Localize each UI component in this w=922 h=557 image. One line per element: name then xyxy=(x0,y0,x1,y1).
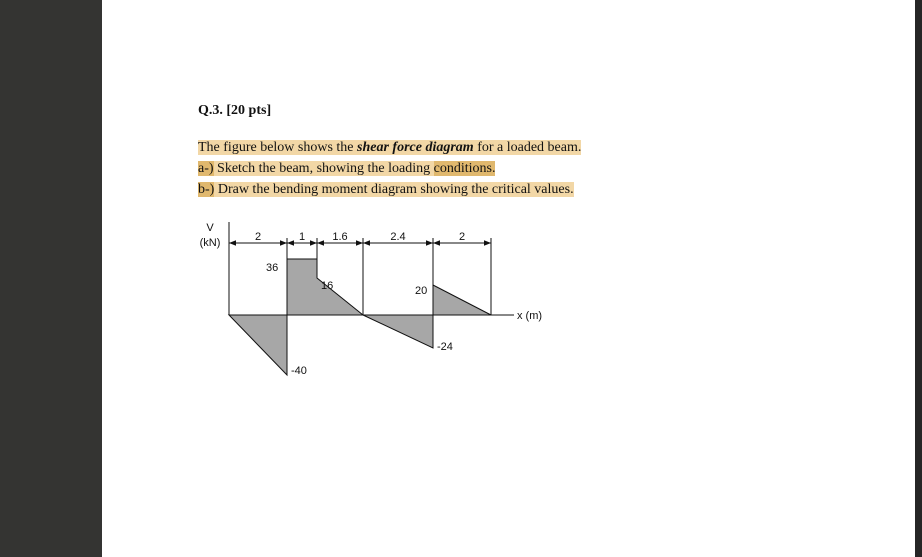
value-label-minus24: -24 xyxy=(437,341,453,353)
dim-label-1: 2 xyxy=(254,231,262,243)
dim-label-5: 2 xyxy=(458,231,466,243)
shear-regions xyxy=(229,259,491,375)
value-label-20: 20 xyxy=(415,285,428,297)
x-axis-label: x (m) xyxy=(517,310,543,322)
y-axis-label-unit: (kN) xyxy=(199,237,221,249)
dim-label-3: 1.6 xyxy=(332,231,348,243)
value-label-16: 16 xyxy=(321,280,334,292)
part-a-text: Sketch the beam, showing the loading xyxy=(213,161,434,176)
part-b-label: b-) xyxy=(198,182,215,197)
shear-region-pos-2 xyxy=(433,285,491,315)
question-title: Q.3. [20 pts] xyxy=(198,103,272,118)
value-label-36: 36 xyxy=(266,262,279,274)
part-b-text: Draw the bending moment diagram showing the critical values. xyxy=(214,182,574,197)
dim-label-4: 2.4 xyxy=(390,231,406,243)
part-a-label: a-) xyxy=(198,161,214,176)
intro-emphasis: shear force diagram xyxy=(357,140,474,155)
intro-text-before: The figure below shows the xyxy=(198,140,358,155)
shear-region-neg-2 xyxy=(363,315,433,348)
value-label-minus40: -40 xyxy=(291,365,307,377)
y-axis-label-symbol: V xyxy=(206,222,214,234)
part-a-tail: conditions. xyxy=(433,161,496,176)
dim-label-2: 1 xyxy=(298,231,306,243)
intro-text-after: for a loaded beam. xyxy=(473,140,582,155)
shear-region-neg-1 xyxy=(229,315,287,375)
